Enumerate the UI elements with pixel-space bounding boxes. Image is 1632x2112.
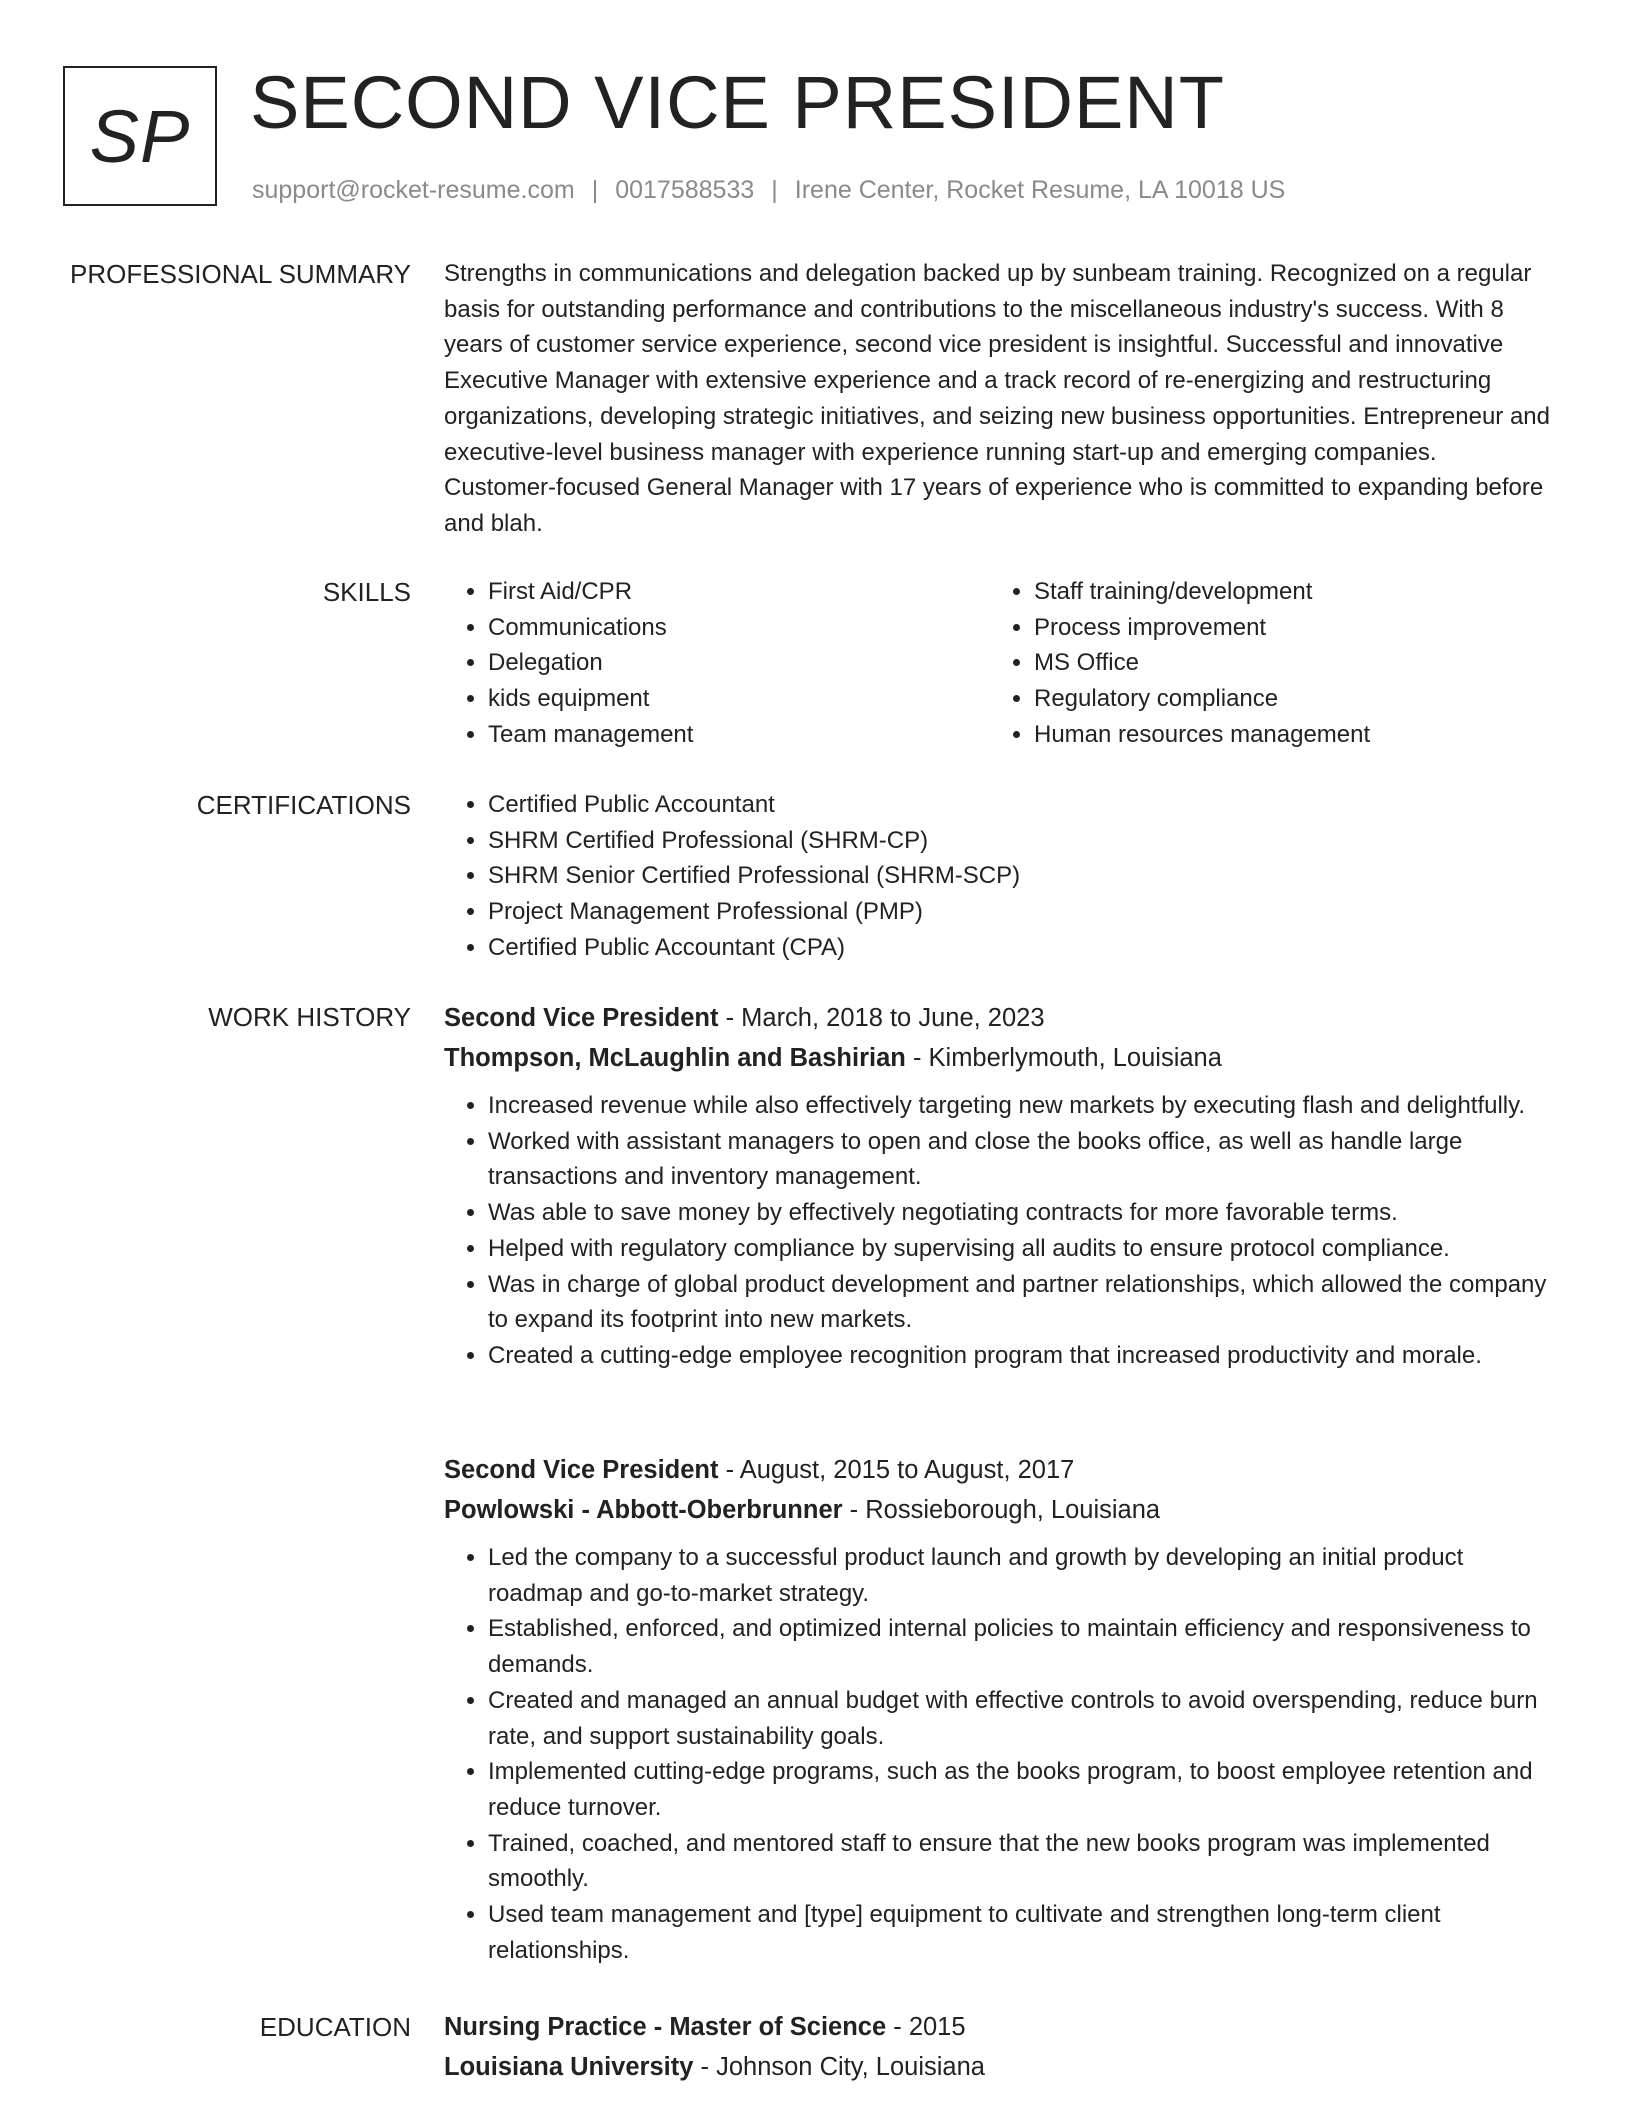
job-dates: - March, 2018 to June, 2023 xyxy=(718,1004,1045,1032)
contact-separator: | xyxy=(591,176,599,204)
section-label-certifications: CERTIFICATIONS xyxy=(196,790,411,820)
certification-item: • Project Management Professional (PMP) xyxy=(488,894,1554,930)
skill-item: • MS Office xyxy=(1034,645,1536,681)
education-year: - 2015 xyxy=(886,2013,966,2041)
job-bullet: • Increased revenue while also effectively targeting new markets by executing flash and delightfully. xyxy=(488,1088,1554,1124)
job-company-line xyxy=(444,1490,1554,1530)
job-bullet: • Was able to save money by effectively negotiating contracts for more favorable terms. xyxy=(488,1195,1554,1231)
job-bullet: • Established, enforced, and optimized internal policies to maintain efficiency and responsiveness to demands. xyxy=(488,1611,1554,1682)
job-bullet: • Led the company to a successful product launch and growth by developing an initial product roadmap and go-to-market strategy. xyxy=(488,1540,1554,1611)
job-bullet: • Implemented cutting-edge programs, such as the books program, to boost employee retention and reduce turnover. xyxy=(488,1754,1554,1825)
job-bullet: • Trained, coached, and mentored staff to ensure that the new books program was implemented smoothly. xyxy=(488,1826,1554,1897)
section-label-work: WORK HISTORY xyxy=(208,1002,411,1032)
skill-item: • Communications xyxy=(488,610,990,646)
job-bullets xyxy=(444,1540,1554,1968)
job-bullet: • Created a cutting-edge employee recognition program that increased productivity and morale. xyxy=(488,1338,1554,1374)
job-location: - Kimberlymouth, Louisiana xyxy=(905,1044,1222,1072)
skill-item: • Team management xyxy=(488,717,990,753)
skills-list xyxy=(444,574,1554,753)
job-company: Powlowski - Abbott-Oberbrunner xyxy=(444,1496,843,1524)
contact-email[interactable]: support@rocket-resume.com xyxy=(252,176,575,204)
skill-item: • First Aid/CPR xyxy=(488,574,990,610)
job-bullet: • Was in charge of global product development and partner relationships, which allowed the company to expand its footprint into new markets. xyxy=(488,1267,1554,1338)
contact-phone[interactable]: 0017588533 xyxy=(615,176,755,204)
job-bullet: • Used team management and [type] equipment to cultivate and strengthen long-term client relationships. xyxy=(488,1897,1554,1968)
skills-column-right xyxy=(990,574,1536,753)
skill-item: • kids equipment xyxy=(488,681,990,717)
education-degree-line xyxy=(444,2007,1554,2047)
job-company: Thompson, McLaughlin and Bashirian xyxy=(444,1044,906,1072)
job-bullet: • Helped with regulatory compliance by supervising all audits to ensure protocol compliance. xyxy=(488,1231,1554,1267)
job-dates: - August, 2015 to August, 2017 xyxy=(718,1456,1075,1484)
job-entry xyxy=(444,1450,1554,1968)
section-label-education: EDUCATION xyxy=(259,2012,411,2042)
certification-item: • Certified Public Accountant xyxy=(488,787,1554,823)
education-school-line xyxy=(444,2047,1554,2087)
summary-text: Strengths in communications and delegation backed up by sunbeam training. Recognized on a regular basis for outstanding performance and contributions to the miscellaneous industry's success. With 8 years of customer service experience, second vice president is insightful. Successful and innovative Executive Manager with extensive experience and a track record of re-energizing and restructuring organizations, developing strategic initiatives, and seizing new business opportunities. Entrepreneur and executive-level business manager with experience running start-up and emerging companies. Customer-focused General Manager with 17 years of experience who is committed to expanding before and blah. xyxy=(444,260,1551,537)
contact-address: Irene Center, Rocket Resume, LA 10018 US xyxy=(794,176,1286,204)
skill-item: • Regulatory compliance xyxy=(1034,681,1536,717)
job-title-line xyxy=(444,998,1554,1038)
section-label-skills: SKILLS xyxy=(322,577,411,607)
job-bullet: • Created and managed an annual budget with effective controls to avoid overspending, reduce burn rate, and support sustainability goals. xyxy=(488,1683,1554,1754)
education-location: - Johnson City, Louisiana xyxy=(693,2053,985,2081)
monogram: SP xyxy=(63,66,217,206)
certification-item: • SHRM Certified Professional (SHRM-CP) xyxy=(488,823,1554,859)
education-degree: Nursing Practice - Master of Science xyxy=(444,2013,887,2041)
skill-item: • Human resources management xyxy=(1034,717,1536,753)
skill-item: • Staff training/development xyxy=(1034,574,1536,610)
job-title: Second Vice President xyxy=(444,1456,719,1484)
job-title-line xyxy=(444,1450,1554,1490)
job-bullet: • Worked with assistant managers to open and close the books office, as well as handle large transactions and inventory management. xyxy=(488,1124,1554,1195)
skill-item: • Process improvement xyxy=(1034,610,1536,646)
education-entry xyxy=(444,2007,1554,2087)
certification-item: • Certified Public Accountant (CPA) xyxy=(488,930,1554,966)
certifications-list xyxy=(444,787,1554,966)
skills-column-left xyxy=(444,574,990,753)
skill-item: • Delegation xyxy=(488,645,990,681)
contact-line xyxy=(252,176,1285,205)
job-company-line xyxy=(444,1038,1554,1078)
page-title: SECOND VICE PRESIDENT xyxy=(250,61,1225,144)
job-entry xyxy=(444,998,1554,1374)
education-school: Louisiana University xyxy=(444,2053,694,2081)
job-location: - Rossieborough, Louisiana xyxy=(842,1496,1161,1524)
contact-separator: | xyxy=(771,176,778,204)
job-title: Second Vice President xyxy=(444,1004,719,1032)
section-label-summary: PROFESSIONAL SUMMARY xyxy=(70,259,411,289)
job-bullets xyxy=(444,1088,1554,1374)
certification-item: • SHRM Senior Certified Professional (SHRM-SCP) xyxy=(488,858,1554,894)
